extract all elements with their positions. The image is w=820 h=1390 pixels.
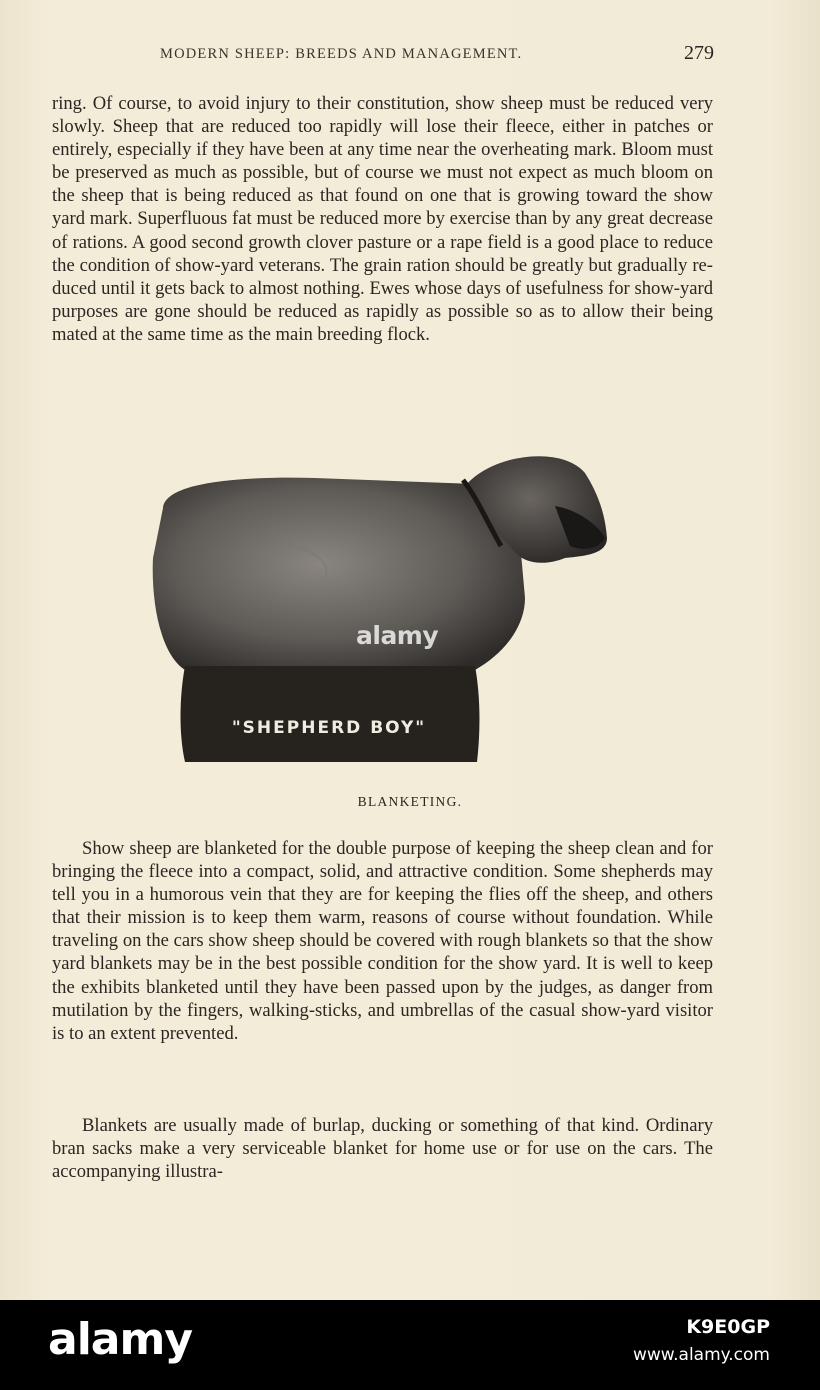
watermark-url: www.alamy.com [632,1345,770,1365]
sheep-body [153,478,525,670]
sheep-illustration [145,448,610,766]
watermark-logo: alamy [48,1314,192,1365]
page-number: 279 [684,42,714,64]
stock-watermark-overlay: alamy [356,621,439,650]
paragraph-2: Show sheep are blanketed for the double purpose of keeping the sheep clean and for bringing the fleece into a compact, solid, and attractive condition. Some shepherds may tell you in a humorous vein that they are for keeping the flies off the sheep, and others that their mission is to keep them warm, reasons of course without foundation. While traveling on the cars show sheep should be covered with rough blankets so that the show yard blankets may be in the best possible condition for the show yard. It is well to keep the exhibits blanketed until they have been passed upon by the judges, as danger from mutilation by the fingers, walking-sticks, and umbrellas of the casual show-yard visitor is to an extent prevented. [52,838,713,1044]
running-title: MODERN SHEEP: BREEDS AND MANAGEMENT. [160,46,523,62]
watermark-bar [0,1300,820,1390]
figure-label: "SHEPHERD BOY" [231,718,427,738]
running-head [52,44,714,68]
blanket-skirt [181,666,480,762]
figure-caption: BLANKETING. [357,794,463,809]
paragraph-3: Blankets are usually made of burlap, ducking or something of that kind. Ordinary bran sacks make a very serviceable blanket for home use or for use on the cars. The accompanying illustra- [52,1115,713,1183]
paragraph-1: ring. Of course, to avoid injury to their constitution, show sheep must be reduced very slowly. Sheep that are reduced too rapidly will lose their fleece, either in patches or entirely, especially if they have been at any time near the overheating mark. Bloom must be preserved as much as possible, but of course we must not expect as much bloom on the sheep that is being reduced as that found on one that is growing toward the show yard mark. Superfluous fat must be reduced more by exercise than by any great decrease of rations. A good second growth clover pasture or a rape field is a good place to reduce the condition of show-yard veterans. The grain ration should be greatly but gradually reduced until it gets back to almost nothing. Ewes whose days of usefulness for show-yard purposes are gone should be reduced as rapidly as possible so as to allow their being mated at the same time as the main breeding flock. [52,93,713,345]
watermark-image-id: K9E0GP [686,1316,770,1338]
